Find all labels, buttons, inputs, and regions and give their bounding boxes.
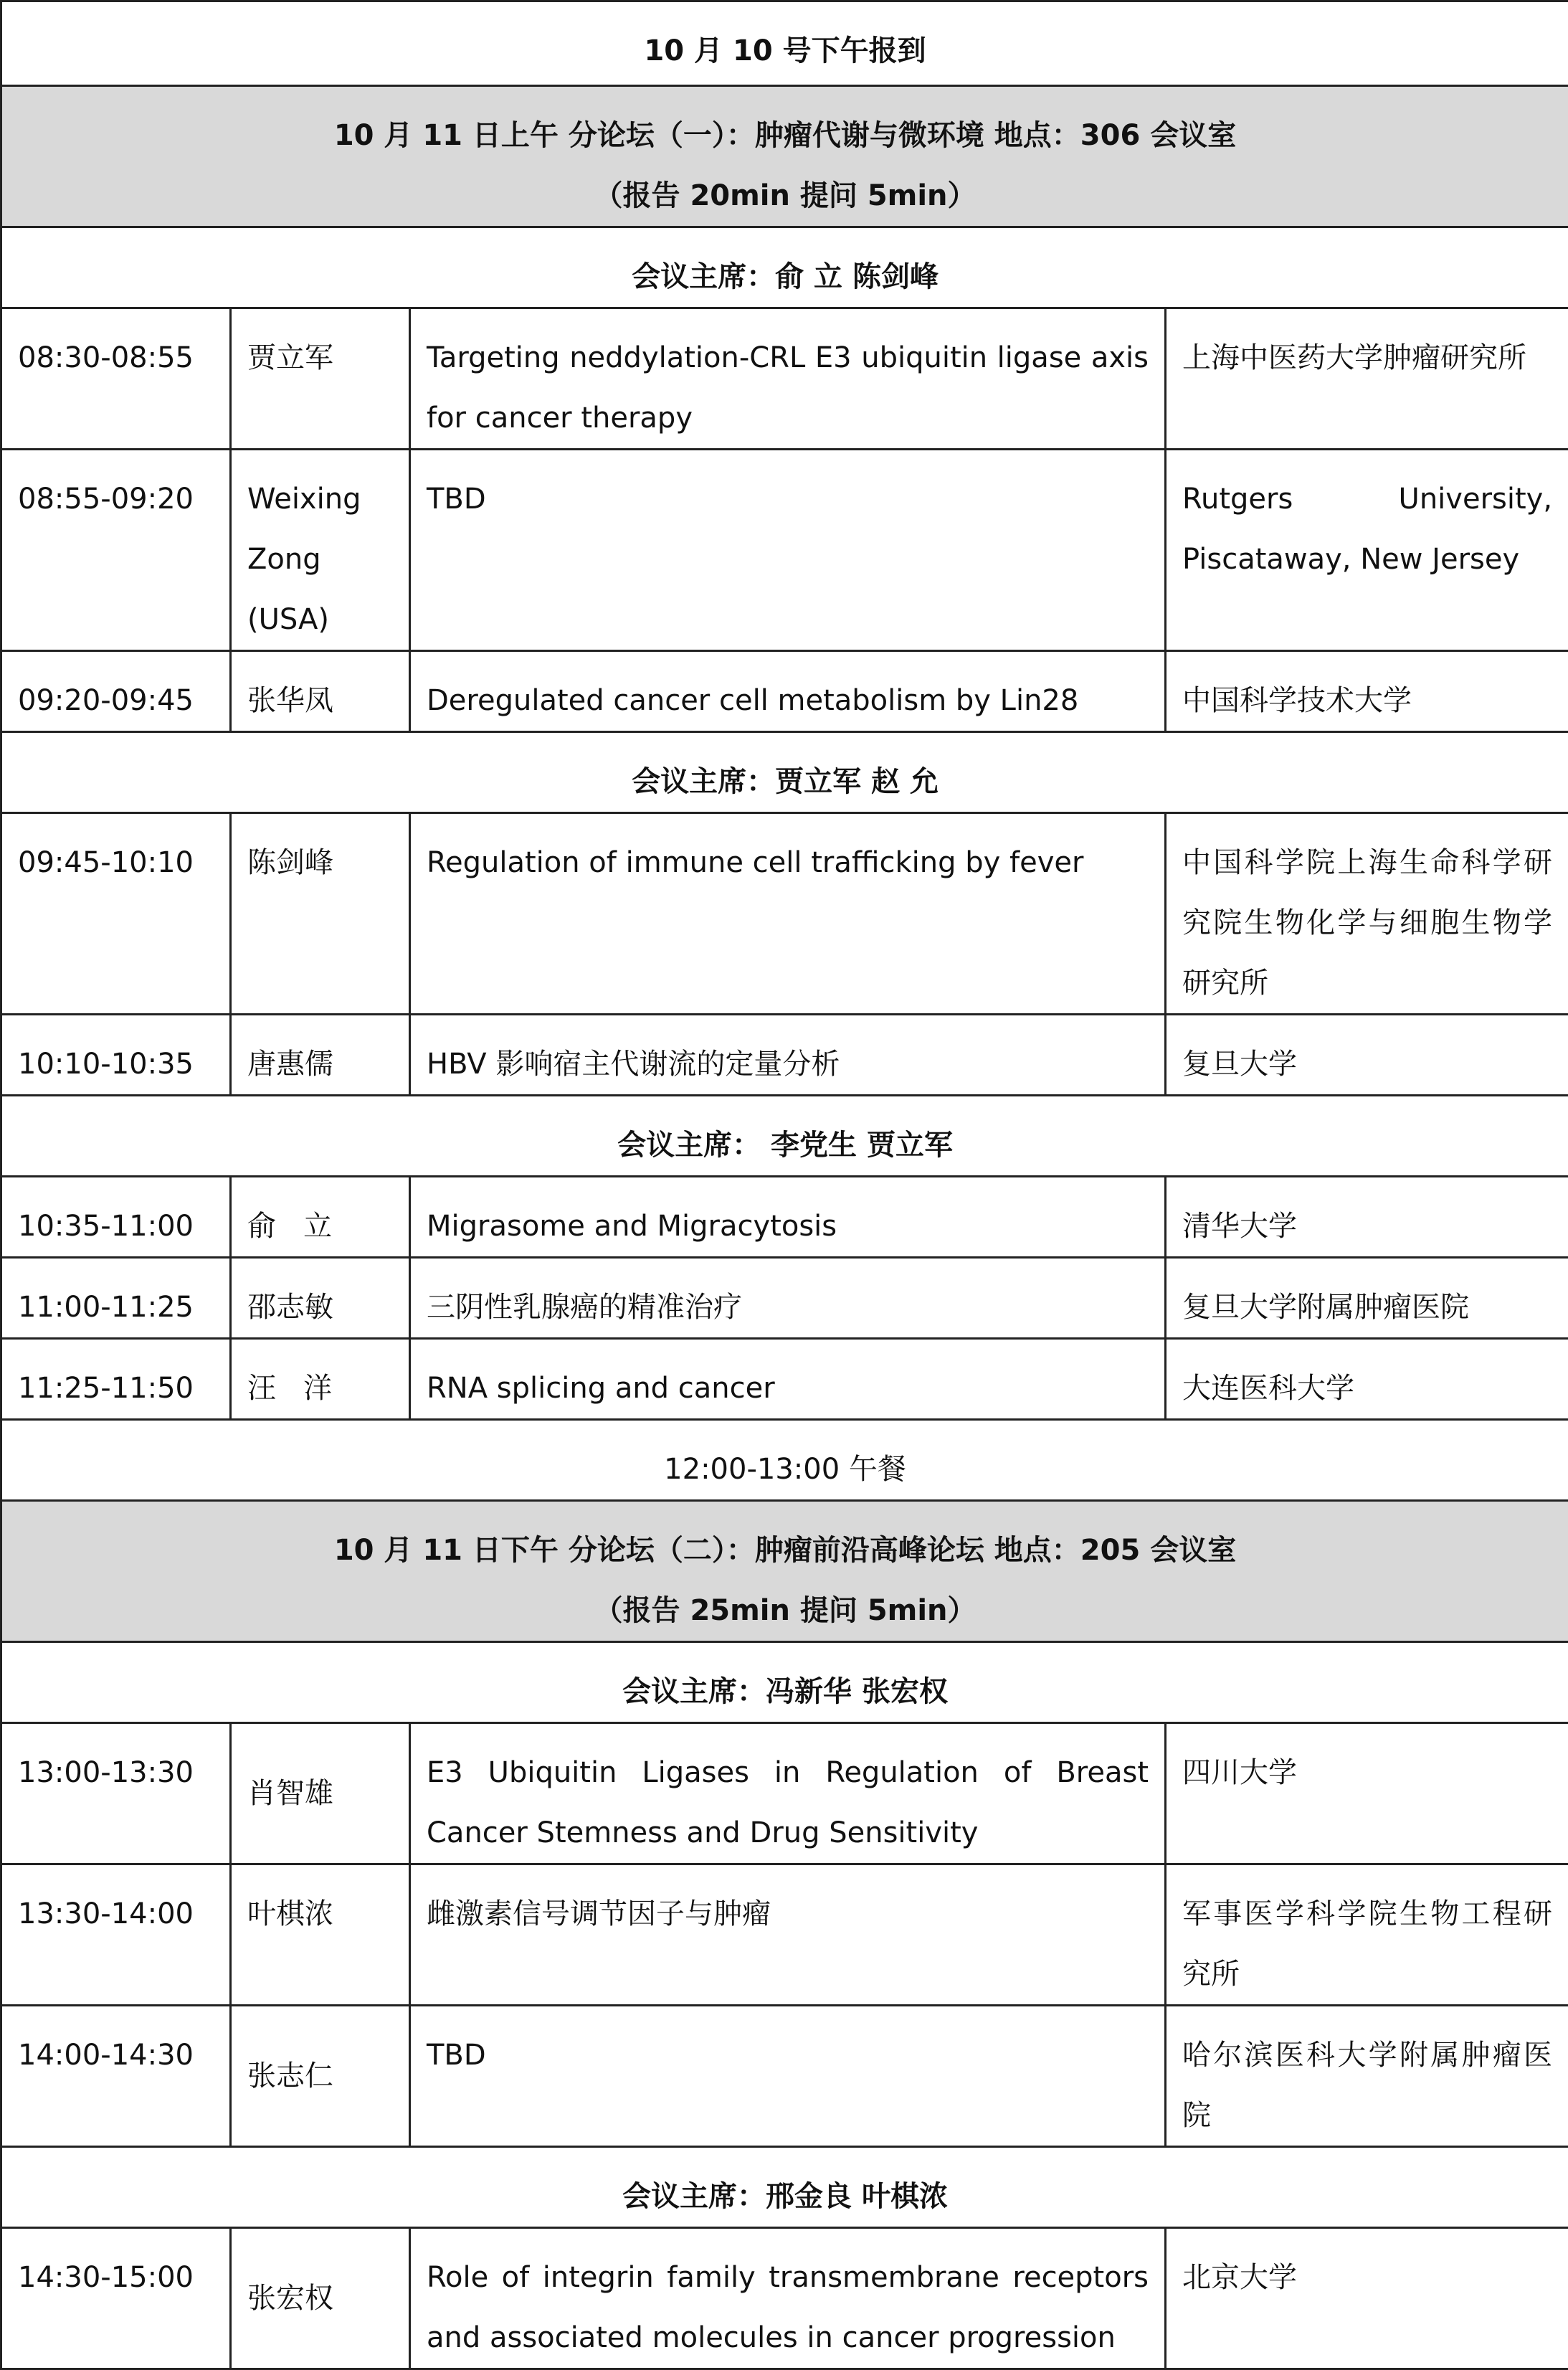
talk-time: 14:00-14:30 bbox=[1, 2006, 231, 2147]
talk-row bbox=[1, 2006, 1568, 2147]
talk-time: 09:20-09:45 bbox=[1, 651, 231, 732]
talk-speaker: 汪 洋 bbox=[231, 1339, 410, 1420]
talk-title: HBV 影响宿主代谢流的定量分析 bbox=[410, 1015, 1166, 1096]
talk-institution: 大连医科大学 bbox=[1166, 1339, 1568, 1420]
talk-speaker: 张华凤 bbox=[231, 651, 410, 732]
session-1-timing: （报告 20min 提问 5min） bbox=[18, 166, 1552, 226]
talk-institution: 军事医学科学院生物工程研究所 bbox=[1166, 1864, 1568, 2006]
talk-title: Deregulated cancer cell metabolism by Lin28 bbox=[410, 651, 1166, 732]
talk-time: 10:10-10:35 bbox=[1, 1015, 231, 1096]
chairs-label: 会议主席：俞 立 陈剑峰 bbox=[1, 227, 1568, 308]
talk-title: RNA splicing and cancer bbox=[410, 1339, 1166, 1420]
talk-institution: 哈尔滨医科大学附属肿瘤医院 bbox=[1166, 2006, 1568, 2147]
session-1-title-cell bbox=[1, 86, 1568, 227]
talk-time: 09:45-10:10 bbox=[1, 813, 231, 1015]
chairs-row bbox=[1, 1096, 1568, 1177]
talk-title: Role of integrin family transmembrane receptors and associated molecules in cancer progression bbox=[410, 2228, 1166, 2369]
talk-title: 雌激素信号调节因子与肿瘤 bbox=[410, 1864, 1166, 2006]
talk-title: Targeting neddylation-CRL E3 ubiquitin ligase axis for cancer therapy bbox=[410, 308, 1166, 450]
talk-speaker: 肖智雄 bbox=[231, 1723, 410, 1864]
talk-speaker: 陈剑峰 bbox=[231, 813, 410, 1015]
talk-institution bbox=[1166, 450, 1568, 651]
talk-institution: 中国科学技术大学 bbox=[1166, 651, 1568, 732]
institution-text: Rutgers University, Piscataway, New Jersey bbox=[1182, 469, 1552, 589]
talk-row bbox=[1, 1864, 1568, 2006]
lunch-row bbox=[1, 1420, 1568, 1501]
talk-title: 三阴性乳腺癌的精准治疗 bbox=[410, 1258, 1166, 1339]
talk-row bbox=[1, 651, 1568, 732]
chairs-label: 会议主席：贾立军 赵 允 bbox=[1, 732, 1568, 813]
talk-time: 10:35-11:00 bbox=[1, 1177, 231, 1258]
chairs-row bbox=[1, 227, 1568, 308]
talk-speaker: 贾立军 bbox=[231, 308, 410, 450]
talk-row bbox=[1, 1015, 1568, 1096]
talk-institution: 复旦大学 bbox=[1166, 1015, 1568, 1096]
talk-row bbox=[1, 1723, 1568, 1864]
talk-speaker: 张志仁 bbox=[231, 2006, 410, 2147]
talk-title: TBD bbox=[410, 2006, 1166, 2147]
talk-institution: 清华大学 bbox=[1166, 1177, 1568, 1258]
talk-speaker: 俞 立 bbox=[231, 1177, 410, 1258]
talk-row bbox=[1, 813, 1568, 1015]
talk-time: 08:55-09:20 bbox=[1, 450, 231, 651]
talk-title: E3 Ubiquitin Ligases in Regulation of Breast Cancer Stemness and Drug Sensitivity bbox=[410, 1723, 1166, 1864]
lunch-break: 12:00-13:00 午餐 bbox=[1, 1420, 1568, 1501]
session-2-timing: （报告 25min 提问 5min） bbox=[18, 1580, 1552, 1641]
talk-row bbox=[1, 1258, 1568, 1339]
session-1-header bbox=[1, 86, 1568, 227]
talk-institution: 复旦大学附属肿瘤医院 bbox=[1166, 1258, 1568, 1339]
session-1-title: 10 月 11 日上午 分论坛（一）：肿瘤代谢与微环境 地点：306 会议室 bbox=[18, 105, 1552, 166]
talk-institution: 四川大学 bbox=[1166, 1723, 1568, 1864]
talk-time: 13:30-14:00 bbox=[1, 1864, 231, 2006]
talk-row bbox=[1, 308, 1568, 450]
talk-institution: 上海中医药大学肿瘤研究所 bbox=[1166, 308, 1568, 450]
chairs-row bbox=[1, 2147, 1568, 2228]
talk-row bbox=[1, 1339, 1568, 1420]
arrival-row bbox=[1, 1, 1568, 86]
talk-title: TBD bbox=[410, 450, 1166, 651]
session-2-header bbox=[1, 1501, 1568, 1642]
talk-time: 14:30-15:00 bbox=[1, 2228, 231, 2369]
talk-row bbox=[1, 1177, 1568, 1258]
session-2-title: 10 月 11 日下午 分论坛（二）：肿瘤前沿高峰论坛 地点：205 会议室 bbox=[18, 1520, 1552, 1580]
session-2-title-cell bbox=[1, 1501, 1568, 1642]
talk-time: 11:25-11:50 bbox=[1, 1339, 231, 1420]
talk-speaker: 邵志敏 bbox=[231, 1258, 410, 1339]
talk-institution: 中国科学院上海生命科学研究院生物化学与细胞生物学研究所 bbox=[1166, 813, 1568, 1015]
talk-institution: 北京大学 bbox=[1166, 2228, 1568, 2369]
chairs-label: 会议主席： 李党生 贾立军 bbox=[1, 1096, 1568, 1177]
talk-speaker: Weixing Zong (USA) bbox=[231, 450, 410, 651]
talk-row bbox=[1, 2228, 1568, 2369]
talk-speaker: 张宏权 bbox=[231, 2228, 410, 2369]
talk-row bbox=[1, 450, 1568, 651]
talk-title: Regulation of immune cell trafficking by fever bbox=[410, 813, 1166, 1015]
arrival-notice: 10 月 10 号下午报到 bbox=[1, 1, 1568, 86]
chairs-row bbox=[1, 732, 1568, 813]
talk-time: 11:00-11:25 bbox=[1, 1258, 231, 1339]
talk-time: 08:30-08:55 bbox=[1, 308, 231, 450]
talk-speaker: 叶棋浓 bbox=[231, 1864, 410, 2006]
talk-title: Migrasome and Migracytosis bbox=[410, 1177, 1166, 1258]
chairs-label: 会议主席：冯新华 张宏权 bbox=[1, 1642, 1568, 1723]
chairs-row bbox=[1, 1642, 1568, 1723]
talk-speaker: 唐惠儒 bbox=[231, 1015, 410, 1096]
chairs-label: 会议主席：邢金良 叶棋浓 bbox=[1, 2147, 1568, 2228]
talk-time: 13:00-13:30 bbox=[1, 1723, 231, 1864]
